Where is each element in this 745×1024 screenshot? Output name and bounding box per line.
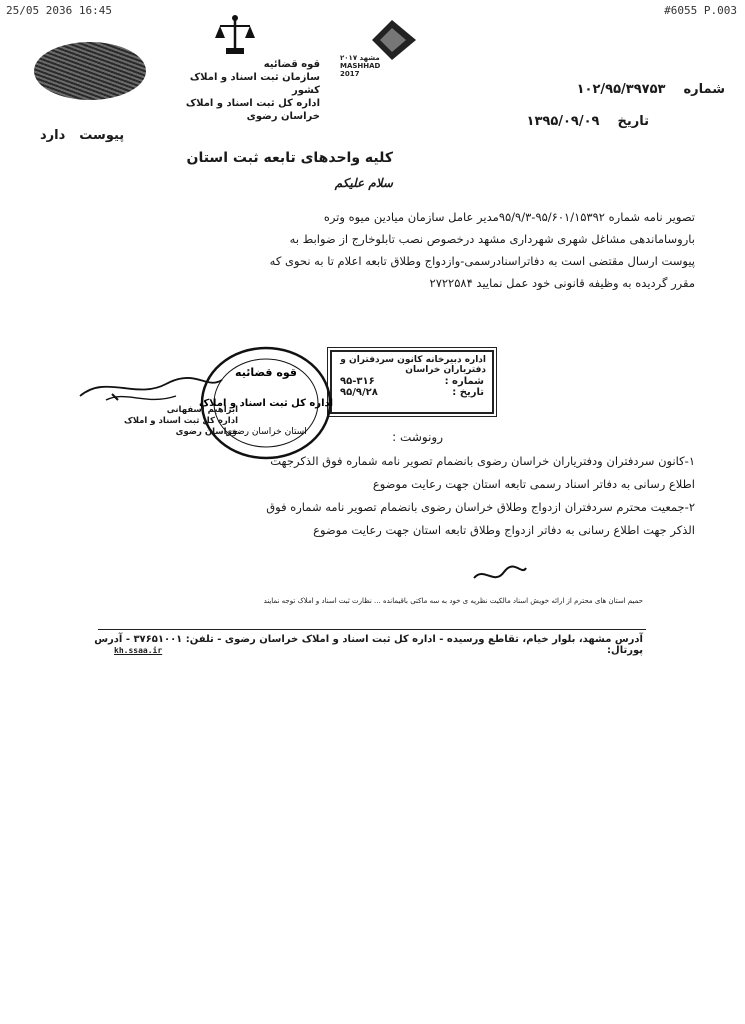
round-stamp-top-text: قوه قضائیه [235,366,297,379]
date-label: تاریخ [617,114,649,129]
judiciary-scales-icon [210,12,260,62]
copies-list [45,450,695,542]
body-line: تصویر نامه شماره ۹۵/۶۰۱/۱۵۳۹۲-۹۵/۹/۳مدیر عامل سازمان میادین میوه وتره [323,210,695,224]
reference-attachment-line [40,128,124,143]
letter-salutation: سلام علیکم [334,176,393,190]
number-value: ۱۰۲/۹۵/۳۹۷۵۳ [576,82,666,97]
letter-body [45,206,695,294]
org-line: قوه قضائیه [263,59,320,70]
initials-signature [470,560,530,590]
copies-title: رونوشت : [392,430,443,444]
registry-date-row [332,387,492,398]
registry-number-value: ۹۵-۳۱۶ [340,376,375,387]
footer-portal-link[interactable]: kh.ssaa.ir [114,646,163,655]
reference-number-line [577,82,725,97]
registry-date-label: تاریخ : [452,387,484,398]
registry-number-row [332,376,492,387]
body-line: باروساماندهی مشاغل شهری شهرداری مشهد درخصوص نصب تابلوخارج از ضوابط به [289,232,695,246]
body-line: مقرر گردیده به وظیفه قانونی خود عمل نمایید ۲۷۲۲۵۸۴ [429,276,695,290]
date-value: ۱۳۹۵/۰۹/۰۹ [526,114,600,129]
mashhad-logo-text: مشهد ۲۰۱۷ MASHHAD 2017 [340,54,381,78]
copies-line: اطلاع رسانی به دفاتر اسناد رسمی تابعه استان جهت رعایت موضوع [372,477,695,491]
attachment-label: پیوست [79,128,125,143]
fax-page-number: #6055 P.003 [664,4,737,17]
footer-divider [98,629,646,630]
number-label: شماره [683,82,725,97]
oval-emblem-stamp [34,42,146,100]
registry-stamp-title: اداره دبیرخانه کانون سردفتران و دفتریاران خراسان [340,355,486,375]
footer-note: حمیم استان های محترم از ارائه خویش اسناد مالکیت نظریه ی خود به سه ماکتی باقیمانده ... نظارت ثبت اسناد و املاک توجه نمایند [263,597,643,605]
attachment-value: دارد [40,128,66,143]
signer-name: ابراهیم اسفهانی [166,405,238,415]
signer-office: اداره کل ثبت اسناد و املاک خراسان رضوی [124,416,238,437]
header-organization [180,58,320,123]
footer-address: آدرس مشهد، بلوار خیام، تقاطع ورسیده - اداره کل ثبت اسناد و املاک خراسان رضوی - تلفن: ۳۷۶۵۱۰۰۱ - آدرس پورتال: [94,634,643,656]
copies-line: ۱-کانون سردفتران ودفتریاران خراسان رضوی بانضمام تصویر نامه شماره فوق الذکرجهت [270,454,695,468]
registry-date-value: ۹۵/۹/۲۸ [340,387,378,398]
org-line: سازمان ثبت اسناد و املاک کشور [189,72,320,96]
registry-stamp [330,350,494,414]
reference-date-line [527,114,649,129]
body-line: پیوست ارسال مقتضی است به دفاتراسنادرسمی-وازدواج وطلاق تابعه اعلام تا به نحوی که [269,254,695,268]
copies-line: الذکر جهت اطلاع رسانی به دفاتر ازدواج وطلاق تابعه استان جهت رعایت موضوع [313,523,695,537]
round-stamp-outer-text: اداره کل ثبت اسناد و املاک [198,398,334,409]
registry-number-label: شماره : [444,376,484,387]
round-stamp-bottom-text: استان خراسان رضوی [225,427,307,437]
letter-addressee: کلیه واحدهای تابعه ثبت استان [186,150,393,166]
copies-line: ۲-جمعیت محترم سردفتران ازدواج وطلاق خراسان رضوی بانضمام تصویر نامه شماره فوق [266,500,695,514]
fax-timestamp: 25/05 2036 16:45 [6,4,112,17]
org-line: اداره کل ثبت اسناد و املاک خراسان رضوی [185,98,320,122]
signer-block [98,405,238,438]
